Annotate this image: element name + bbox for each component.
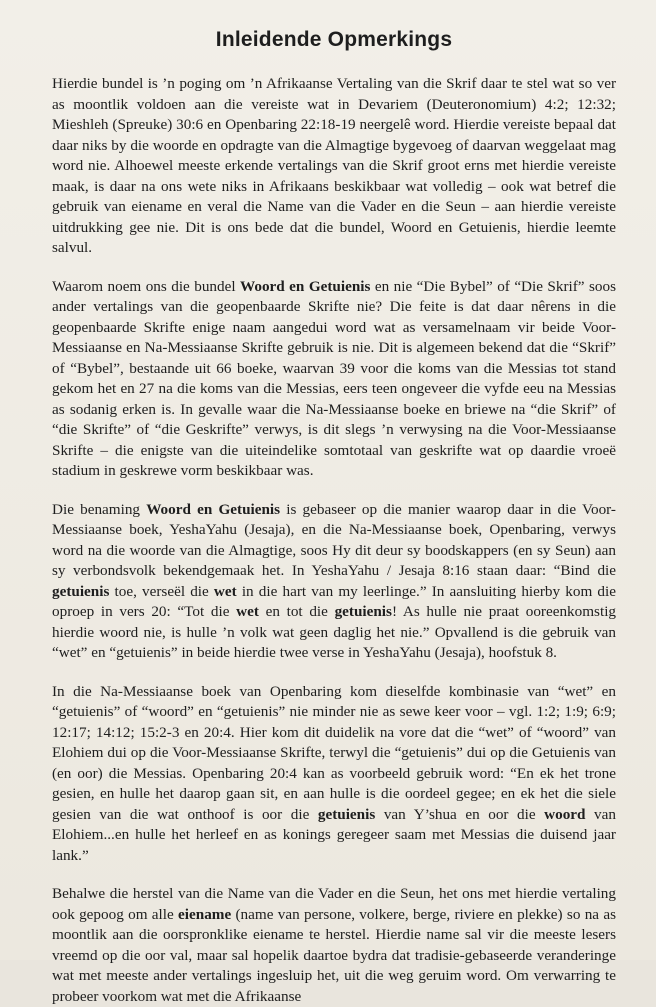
paragraph <box>52 884 616 1007</box>
text-run: ! As hulle nie praat ooreenkomstig hierdie woord nie, is hulle ’n volk wat geen daglig het nie.” Opvallend is die gebruik van “wet” en “getuienis” in beide hierdie twee verse in YeshaYahu (Jesaja), hoofstuk 8. <box>52 603 617 661</box>
text-run: Hierdie bundel is ’n poging om ’n Afrikaanse Vertaling van die Skrif daar te stel wat so ver as moontlik voldoen aan die vereiste wat in Devariem (Deuteronomium) 4:2; 12:32; Mieshleh (Spreuke) 30:6 en Openbaring 22:18-19 neergelê word. Hierdie vereiste bepaal dat daar niks by die woorde en opdragte van die Almagtige bygevoeg of daarvan weggelaat mag word nie. Alhoewel meeste erkende vertalings van die Skrif groot erns met hierdie vereiste maak, is daar na ons wete niks in Afrikaans beskikbaar wat volledig – ook wat betref die gebruik van eiename en veral die Name van die Vader en die Seun – aan hierdie vereiste uitdrukking gee nie. Dit is ons bede dat die bundel, Woord en Getuienis, hierdie leemte salvul. <box>52 75 616 256</box>
paragraph <box>52 74 616 259</box>
paragraph <box>52 682 616 867</box>
text-run: (name van persone, volkere, berge, riviere en plekke) so na as moontlik aan die oorspronklike eiename te herstel. Hierdie name sal vir die meeste lesers vreemd op die oor val, maar sal hopelik daartoe bydra dat tradisie-gebaseerde veranderinge wat met meeste ander vertalings ingesluip het, uit die weg geruim word. Om verwarring te probeer voorkom wat met die Afrikaanse <box>52 905 617 1005</box>
page-title: Inleidende Opmerkings <box>215 28 453 51</box>
text-run: toe, verseël die <box>109 582 214 600</box>
text-run: Die benaming <box>52 500 147 518</box>
bold-text: wet <box>213 582 237 600</box>
bold-text: eiename <box>178 905 232 923</box>
text-run: van Y’shua en oor die <box>375 805 545 823</box>
paragraph <box>52 277 616 482</box>
text-run: en nie “Die Bybel” of “Die Skrif” soos ander vertalings van die geopenbaarde Skrifte nie? Die feite is dat daar nêrens in die geopenbaarde Skrifte enige naam aangedui word wat as versamelnaam vir beide Voor-Messiaanse en Na-Messiaanse Skrifte gebruik is nie. Dit is algemeen bekend dat die “Skrif” of “Bybel”, bestaande uit 66 boeke, waarvan 39 voor die koms van die Messias tot stand gekom het en 27 na die koms van die Messias, eers teen ongeveer die vyfde eeu na Messias as sodanig erken is. In gevalle waar die Na-Messiaanse boeke en briewe na “die Skrif” of “die Skrifte” of “die Geskrifte” verwys, is dit slegs ’n verwysing na die Voor-Messiaanse Skrifte – die enigste van die uiteindelike somtotaal van geskrifte wat op daardie vroeë stadium in geskrewe vorm beskikbaar was. <box>52 277 616 479</box>
text-run: In die Na-Messiaanse boek van Openbaring kom dieselfde kombinasie van “wet” en “getuienis” of “woord” en “getuienis” nie minder nie as sewe keer voor – vgl. 1:2; 1:9; 6:9; 12:17; 14:12; 15:2-3 en 20:4. Hier kom dit duidelik na vore dat die “wet” of “woord” van Elohiem dui op die Voor-Messiaanse Skrifte, terwyl die “getuienis” dui op die Getuienis van (en oor) die Messias. Openbaring 20:4 kan as voorbeeld gebruik word: “En ek het trone gesien, en hulle het daarop gaan sit, en aan hulle is die oordeel gegee; en ek het die siele gesien van die wat onthoof is oor die <box>52 682 616 823</box>
text-run: en tot die <box>258 603 335 620</box>
bold-text: Woord en Getuienis <box>146 500 281 518</box>
bold-text: getuienis <box>52 582 110 600</box>
text-run: van Elohiem...en hulle het herleef en as konings geregeer saam met Messias die duisend jaar lank.” <box>52 805 616 864</box>
bold-text: wet <box>236 603 259 620</box>
text-run: Behalwe die herstel van die Name van die Vader en die Seun, het ons met hierdie vertaling ook gepoog om alle <box>52 885 616 923</box>
text-run: is gebaseer op die manier waarop daar in die Voor-Messiaanse boek, YeshaYahu (Jesaja), en die Na-Messiaanse boek, Openbaring, verwys word na die woorde van die Almagtige, soos Hy dit deur sy boodskappers (en sy Seun) aan sy verbondsvolk bekendgemaak het. In YeshaYahu / Jesaja 8:16 staan daar: “Bind die <box>52 500 616 579</box>
bold-text: woord <box>544 805 586 823</box>
bold-text: getuienis <box>334 603 392 620</box>
paragraph <box>52 500 616 664</box>
bold-text: Woord en Getuienis <box>240 277 371 295</box>
text-run: in die hart van my leerlinge.” In aansluiting hierby kom die oproep in vers 20: “Tot die <box>52 582 616 620</box>
text-run: Waarom noem ons die bundel <box>52 277 241 295</box>
bold-text: getuienis <box>317 805 376 823</box>
body-text <box>52 74 616 1007</box>
